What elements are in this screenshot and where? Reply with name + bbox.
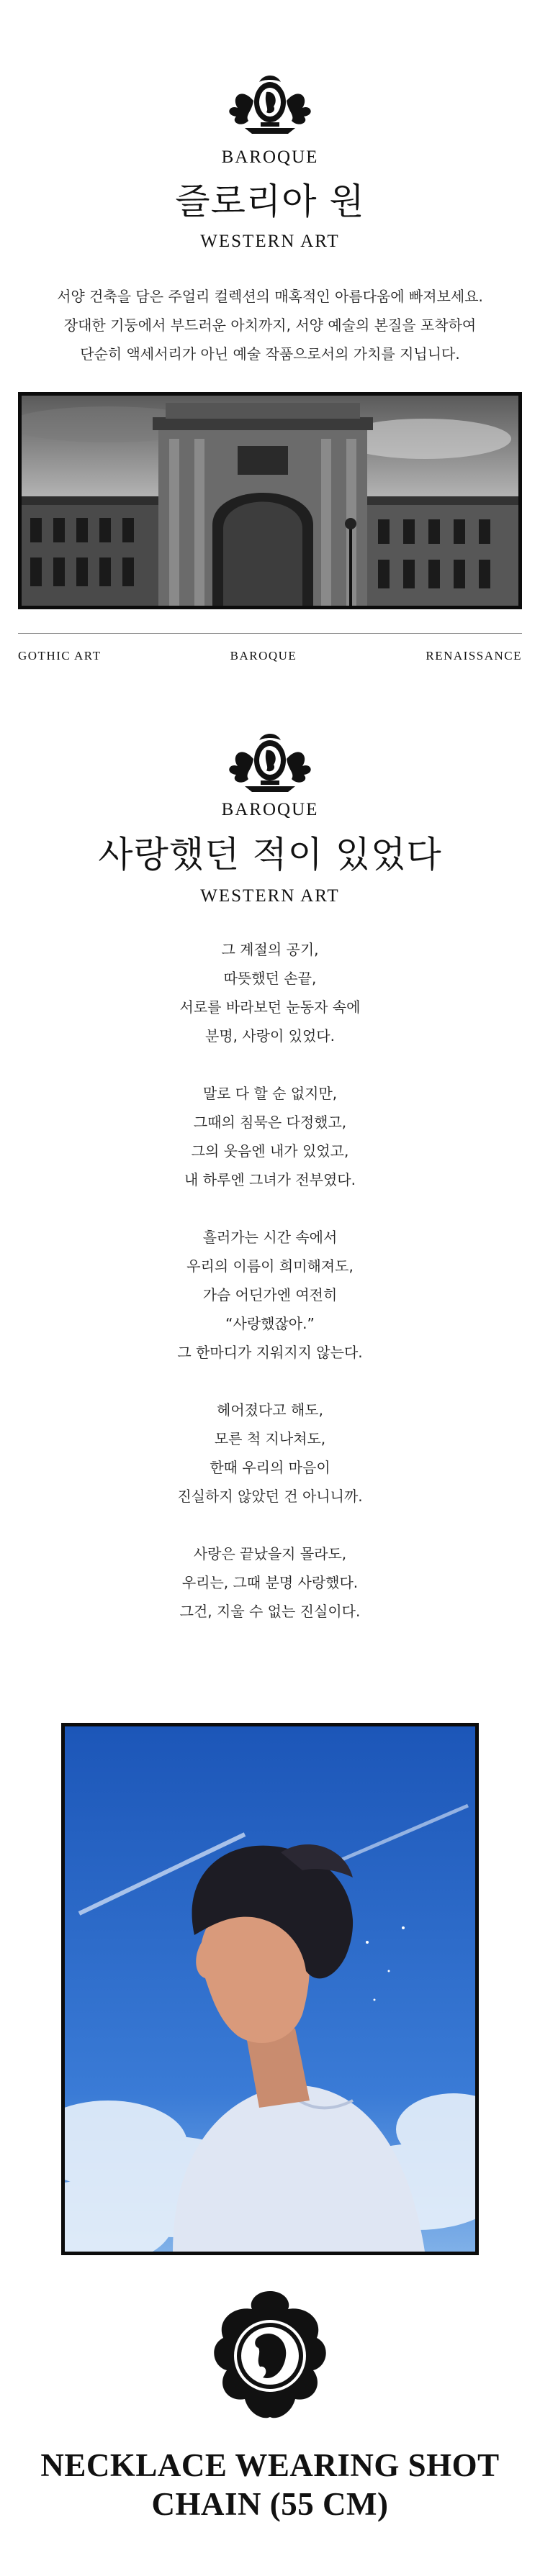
poem-line: 흘러가는 시간 속에서 [202, 1229, 338, 1246]
section1-description [0, 282, 540, 368]
description-line: 서양 건축을 담은 주얼리 컬렉션의 매혹적인 아름다움에 빠져보세요. [57, 288, 483, 305]
poem-line: 그의 웃음엔 내가 있었고, [191, 1142, 349, 1160]
poem-stanza [0, 1223, 540, 1367]
category-nav [18, 649, 522, 663]
section2-label: BAROQUE [221, 800, 319, 819]
poem-line: 헤어졌다고 해도, [217, 1401, 323, 1419]
poem-line: 진실하지 않았던 건 아니니까. [177, 1488, 363, 1505]
poem-line: 말로 다 할 순 없지만, [202, 1085, 338, 1102]
poem-line: 가슴 어딘가엔 여전히 [202, 1286, 338, 1303]
poem-line: “사랑했잖아.” [225, 1315, 315, 1332]
poem-line: 분명, 사랑이 있었다. [205, 1027, 335, 1044]
poem-line: 그때의 침묵은 다정했고, [193, 1114, 347, 1131]
poem [0, 935, 540, 1655]
section-divider [18, 633, 522, 634]
poem-line: 우리는, 그때 분명 사랑했다. [181, 1574, 359, 1591]
poem-line: 그 계절의 공기, [221, 941, 319, 958]
poem-line: 사랑은 끝났을지 몰라도, [193, 1545, 347, 1562]
section3-title-line2: CHAIN (55 CM) [151, 2486, 389, 2522]
nav-item-baroque[interactable]: BAROQUE [230, 649, 297, 663]
section1-subtitle: WESTERN ART [200, 232, 340, 251]
poem-stanza [0, 1396, 540, 1511]
illustration-photo [61, 1723, 479, 2255]
poem-line: 따뜻했던 손끝, [223, 970, 317, 987]
poem-line: 한때 우리의 마음이 [210, 1459, 330, 1476]
baroque-crest-icon [0, 730, 540, 795]
poem-stanza [0, 1079, 540, 1194]
section3-title [0, 2446, 540, 2523]
cameo-medallion-icon [0, 2288, 540, 2424]
section1-title: 즐로리아 원 [175, 181, 365, 222]
poem-line: 내 하루엔 그녀가 전부였다. [184, 1171, 356, 1188]
architecture-photo [18, 392, 522, 609]
section1-label: BAROQUE [221, 147, 319, 167]
poem-line: 모른 척 지나쳐도, [214, 1430, 326, 1447]
poem-stanza [0, 935, 540, 1050]
baroque-crest-icon [0, 72, 540, 137]
poem-line: 그건, 지울 수 없는 진실이다. [179, 1603, 361, 1620]
description-line: 단순히 액세서리가 아닌 예술 작품으로서의 가치를 지닙니다. [80, 345, 460, 363]
poem-stanza [0, 1539, 540, 1626]
poem-line: 서로를 바라보던 눈동자 속에 [179, 998, 361, 1016]
nav-item-renaissance[interactable]: RENAISSANCE [426, 649, 522, 663]
poem-line: 우리의 이름이 희미해져도, [186, 1257, 354, 1275]
poem-line: 그 한마디가 지워지지 않는다. [177, 1344, 363, 1361]
section2-title: 사랑했던 적이 있었다 [98, 834, 442, 875]
section2-subtitle: WESTERN ART [200, 886, 340, 906]
section3-title-line1: NECKLACE WEARING SHOT [40, 2447, 500, 2483]
nav-item-gothic-art[interactable]: GOTHIC ART [18, 649, 102, 663]
description-line: 장대한 기둥에서 부드러운 아치까지, 서양 예술의 본질을 포착하여 [63, 317, 477, 334]
